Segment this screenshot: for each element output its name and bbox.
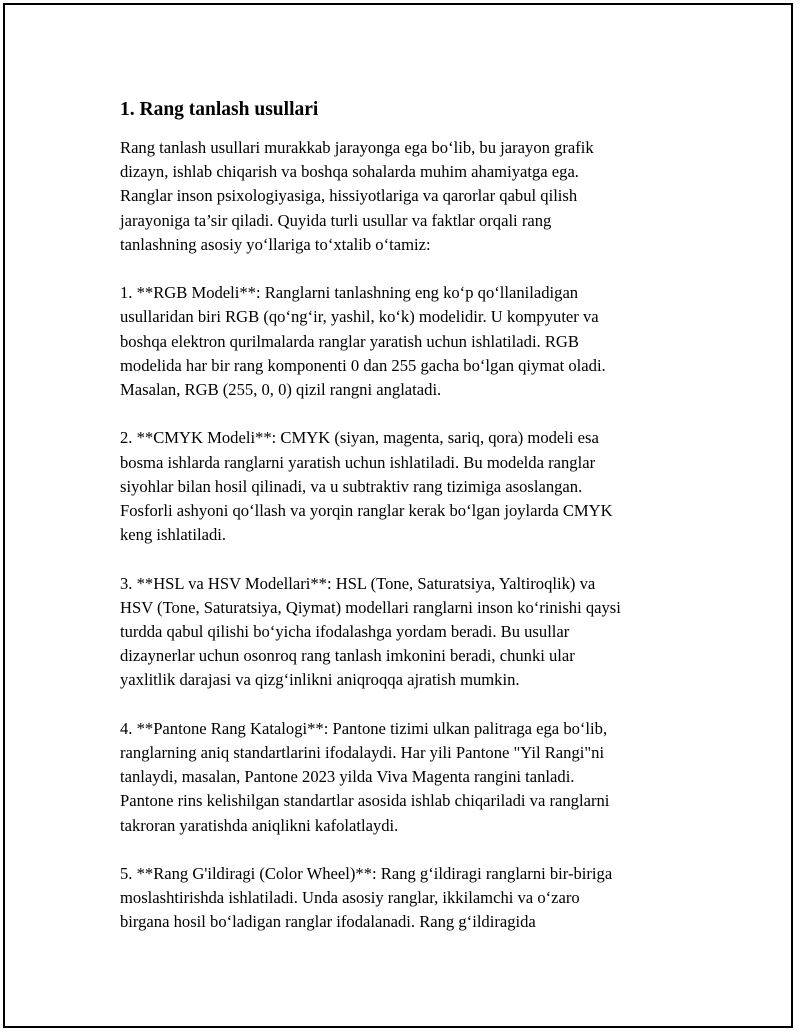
text-line: bosma ishlarda ranglarni yaratish uchun ishlatiladi. Bu modelda ranglar	[120, 452, 596, 472]
text-line: siyohlar bilan hosil qilinadi, va u subtraktiv rang tizimiga asoslangan.	[120, 476, 583, 496]
section-heading: 1. Rang tanlash usullari	[120, 99, 319, 120]
text-line: 2. **CMYK Modeli**: CMYK (siyan, magenta, sariq, qora) modeli esa	[120, 428, 599, 448]
text-line: yaxlitlik darajasi va qizg‘inlikni aniqroqqa ajratish mumkin.	[120, 670, 520, 690]
text-line: Masalan, RGB (255, 0, 0) qizil rangni anglatadi.	[120, 380, 442, 400]
text-line: dizaynerlar uchun osonroq rang tanlash imkonini beradi, chunki ular	[120, 646, 575, 666]
text-line: HSV (Tone, Saturatsiya, Qiymat) modellari ranglarni inson ko‘rinishi qaysi	[120, 597, 621, 617]
document-body	[120, 97, 680, 959]
text-line: moslashtirishda ishlatiladi. Unda asosiy ranglar, ikkilamchi va o‘zaro	[120, 888, 580, 908]
text-line: birgana hosil bo‘ladigan ranglar ifodalanadi. Rang g‘ildiragida	[120, 912, 536, 932]
text-line: usullaridan biri RGB (qo‘ng‘ir, yashil, ko‘k) modelidir. U kompyuter va	[120, 307, 599, 327]
text-line: modelida har bir rang komponenti 0 dan 255 gacha bo‘lgan qiymat oladi.	[120, 355, 606, 375]
text-line: jarayoniga ta’sir qiladi. Quyida turli usullar va faktlar orqali rang	[120, 210, 552, 230]
text-line: 3. **HSL va HSV Modellari**: HSL (Tone, Saturatsiya, Yaltiroqlik) va	[120, 573, 596, 593]
text-line: keng ishlatiladi.	[120, 525, 226, 545]
text-line: Rang tanlash usullari murakkab jarayonga ega bo‘lib, bu jarayon grafik	[120, 138, 594, 157]
text-line: turdda qabul qilishi bo‘yicha ifodalashga yordam beradi. Bu usullar	[120, 622, 570, 642]
text-line: ranglarning aniq standartlarini ifodalaydi. Har yili Pantone "Yil Rangi"ni	[120, 743, 605, 763]
text-line: tanlaydi, masalan, Pantone 2023 yilda Viva Magenta rangini tanladi.	[120, 767, 575, 787]
text-line: tanlashning asosiy yo‘llariga to‘xtalib o‘tamiz:	[120, 234, 431, 254]
text-line: dizayn, ishlab chiqarish va boshqa sohalarda muhim ahamiyatga ega.	[120, 162, 579, 182]
pantone-paragraph	[120, 717, 680, 838]
text-line: Fosforli ashyoni qo‘llash va yorqin ranglar kerak bo‘lgan joylarda CMYK	[120, 501, 613, 521]
text-line: 5. **Rang G'ildiragi (Color Wheel)**: Rang g‘ildiragi ranglarni bir-biriga	[120, 864, 613, 884]
cmyk-model-paragraph	[120, 426, 680, 547]
document-page	[3, 3, 793, 1028]
text-line: boshqa elektron qurilmalarda ranglar yaratish uchun ishlatiladi. RGB	[120, 331, 579, 351]
rgb-model-paragraph	[120, 281, 680, 402]
text-line: Pantone rins kelishilgan standartlar asosida ishlab chiqariladi va ranglarni	[120, 791, 610, 811]
intro-paragraph	[120, 136, 680, 257]
text-line: Ranglar inson psixologiyasiga, hissiyotlariga va qarorlar qabul qilish	[120, 186, 578, 206]
hsl-hsv-paragraph	[120, 572, 680, 693]
text-line: 4. **Pantone Rang Katalogi**: Pantone tizimi ulkan palitraga ega bo‘lib,	[120, 718, 608, 738]
text-line: takroran yaratishda aniqlikni kafolatlaydi.	[120, 815, 399, 835]
color-wheel-paragraph	[120, 862, 680, 935]
text-line: 1. **RGB Modeli**: Ranglarni tanlashning eng ko‘p qo‘llaniladigan	[120, 283, 579, 303]
